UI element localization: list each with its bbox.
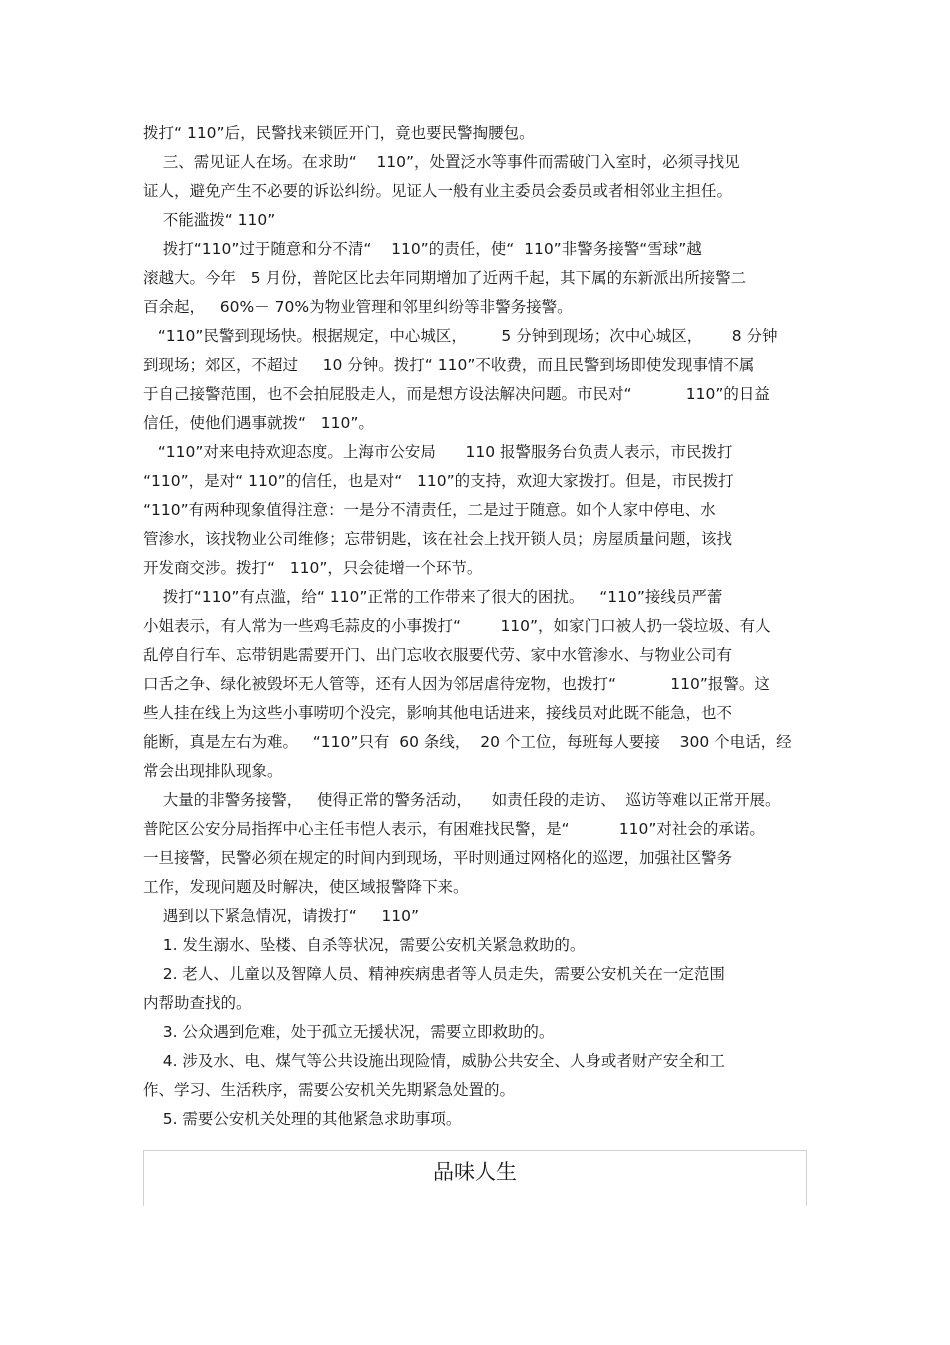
text-line: 小姐表示，有人常为一些鸡毛蒜皮的小事拨打“ 110”，如家门口被人扔一袋垃圾、有人	[143, 617, 771, 635]
text-line: 4. 涉及水、电、煤气等公共设施出现险情，威胁公共安全、人身或者财产安全和工	[143, 1052, 725, 1070]
text-line: 拨打“110”过于随意和分不清“ 110”的责任，使“ 110”非警务接警“雪球”越	[143, 240, 702, 258]
text-line: 遇到以下紧急情况，请拨打“ 110”	[143, 907, 419, 925]
text-line: 常会出现排队现象。	[143, 762, 283, 780]
text-line: 些人挂在线上为这些小事唠叨个没完，影响其他电话进来，接线员对此既不能急，也不	[143, 704, 733, 722]
text-line: “110”对来电持欢迎态度。上海市公安局 110 报警服务台负责人表示，市民拨打	[143, 443, 733, 461]
text-line: 不能滥拨“ 110”	[143, 211, 276, 229]
text-line: 2. 老人、儿童以及智障人员、精神疾病患者等人员走失，需要公安机关在一定范围	[143, 965, 725, 983]
text-line: 开发商交涉。拨打“ 110”，只会徒增一个环节。	[143, 559, 483, 577]
text-line: 三、需见证人在场。在求助“ 110”，处置泛水等事件而需破门入室时，必须寻找见	[143, 153, 740, 171]
text-line: 拨打“ 110”后，民警找来锁匠开门，竟也要民警掏腰包。	[143, 124, 535, 142]
text-line: 乱停自行车、忘带钥匙需要开门、出门忘收衣服要代劳、家中水管渗水、与物业公司有	[143, 646, 733, 664]
text-line: 一旦接警，民警必须在规定的时间内到现场，平时则通过网格化的巡逻，加强社区警务	[143, 849, 733, 867]
title-box	[143, 1150, 807, 1206]
text-line: 到现场；郊区，不超过 10 分钟。拨打“ 110”不收费，而且民警到场即使发现事情不属	[143, 356, 755, 374]
text-line: 拨打“110”有点滥，给“ 110”正常的工作带来了很大的困扰。 “110”接线员严蕾	[143, 588, 723, 606]
text-line: 信任，使他们遇事就拨“ 110”。	[143, 414, 374, 432]
text-line: 口舌之争、绿化被毁坏无人管等，还有人因为邻居虐待宠物，也拨打“ 110”报警。这	[143, 675, 770, 693]
text-line: “110”民警到现场快。根据规定，中心城区， 5 分钟到现场；次中心城区， 8 分钟	[143, 327, 778, 345]
text-line: 内帮助查找的。	[143, 994, 252, 1012]
text-line: 证人，避免产生不必要的诉讼纠纷。见证人一般有业主委员会委员或者相邻业主担任。	[143, 182, 733, 200]
text-line: 普陀区公安分局指挥中心主任韦恺人表示，有困难找民警，是“ 110”对社会的承诺。	[143, 820, 765, 838]
text-line: 作、学习、生活秩序，需要公安机关先期紧急处置的。	[143, 1081, 516, 1099]
text-line: “110”，是对“ 110”的信任，也是对“ 110”的支持，欢迎大家拨打。但是，市民拨打	[143, 472, 734, 490]
text-line: 1. 发生溺水、坠楼、自杀等状况，需要公安机关紧急救助的。	[143, 936, 586, 954]
text-line: 滚越大。今年 5 月份，普陀区比去年同期增加了近两千起，其下属的东新派出所接警二	[143, 269, 747, 287]
box-title: 品味人生	[433, 1160, 517, 1184]
text-line: 3. 公众遇到危难，处于孤立无援状况，需要立即救助的。	[143, 1023, 555, 1041]
text-line: 于自己接警范围，也不会拍屁股走人，而是想方设法解决问题。市民对“ 110”的日益	[143, 385, 770, 403]
text-line: “110”有两种现象值得注意：一是分不清责任，二是过于随意。如个人家中停电、水	[143, 501, 716, 519]
text-line: 5. 需要公安机关处理的其他紧急求助事项。	[143, 1110, 462, 1128]
text-line: 大量的非警务接警， 使得正常的警务活动， 如责任段的走访、 巡访等难以正常开展。	[143, 791, 781, 809]
text-line: 工作，发现问题及时解决，使区域报警降下来。	[143, 878, 469, 896]
text-line: 能断，真是左右为难。 “110”只有 60 条线， 20 个工位，每班每人要接 300 个电话，经	[143, 733, 792, 751]
text-line: 百余起， 60%－ 70%为物业管理和邻里纠纷等非警务接警。	[143, 298, 573, 316]
text-line: 管渗水，该找物业公司维修；忘带钥匙，该在社会上找开锁人员；房屋质量问题，该找	[143, 530, 733, 548]
